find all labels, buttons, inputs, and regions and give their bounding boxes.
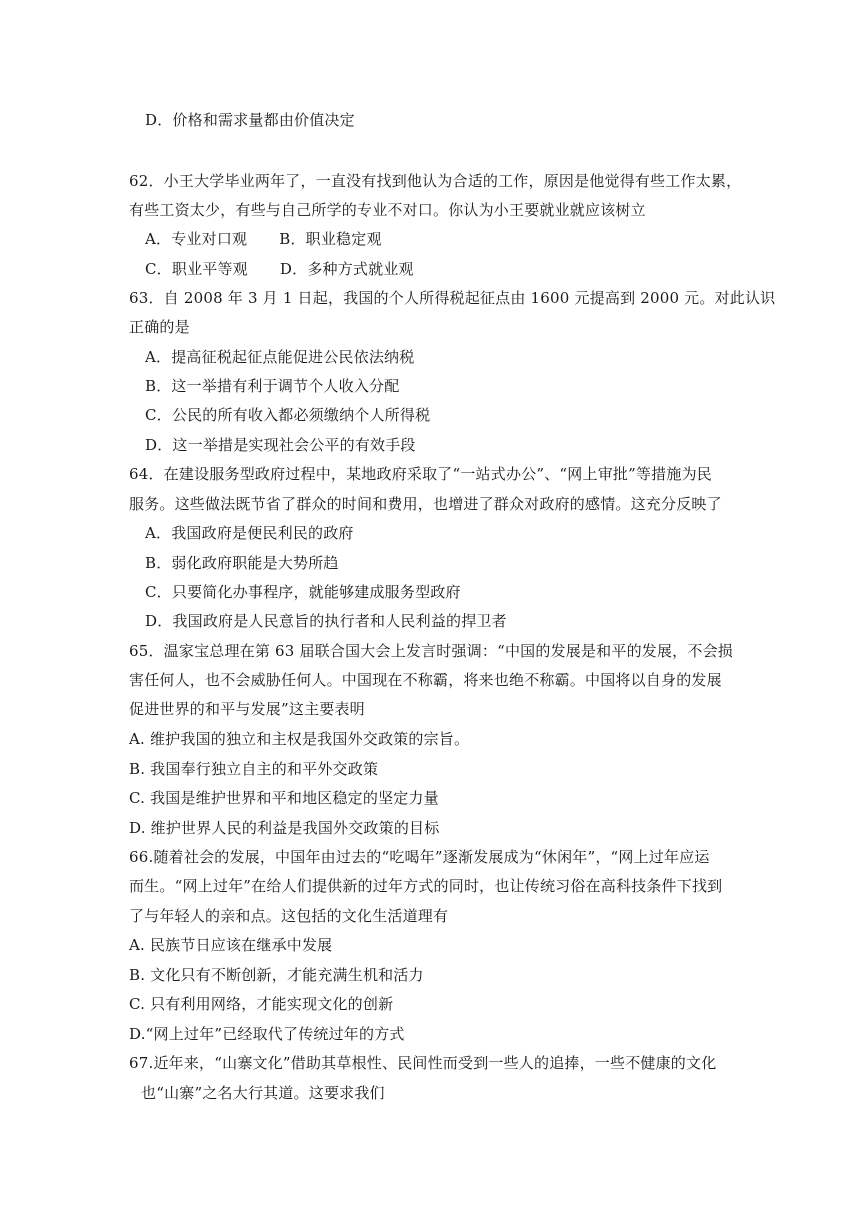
q64-stem-line1: 64．在建设服务型政府过程中，某地政府采取了“一站式办公”、“网上审批”等措施为民 <box>129 465 712 483</box>
q63-option-b: B．这一举措有利于调节个人收入分配 <box>145 377 400 395</box>
q65-option-d: D. 维护世界人民的利益是我国外交政策的目标 <box>129 819 440 837</box>
q64-stem-line2: 服务。这些做法既节省了群众的时间和费用，也增进了群众对政府的感情。这充分反映了 <box>129 495 722 513</box>
q62-stem-line2: 有些工资太少，有些与自己所学的专业不对口。你认为小王要就业就应该树立 <box>129 201 646 219</box>
q64-option-c: C．只要简化办事程序，就能够建成服务型政府 <box>145 583 461 601</box>
q66-option-a: A. 民族节日应该在继承中发展 <box>129 936 333 954</box>
q62-options-row1 <box>145 229 382 249</box>
q65-stem-line2: 害任何人，也不会威胁任何人。中国现在不称霸，将来也绝不称霸。中国将以自身的发展 <box>129 671 722 689</box>
q65-option-b: B. 我国奉行独立自主的和平外交政策 <box>129 760 379 778</box>
q65-stem-line3: 促进世界的和平与发展”这主要表明 <box>129 700 365 718</box>
q66-stem-line1: 66.随着社会的发展，中国年由过去的“吃喝年”逐渐发展成为“休闲年”，“网上过年应运 <box>129 848 710 866</box>
q62-option-b: B．职业稳定观 <box>279 230 382 248</box>
q66-stem-line3: 了与年轻人的亲和点。这包括的文化生活道理有 <box>129 907 449 925</box>
q65-option-c: C. 我国是维护世界和平和地区稳定的坚定力量 <box>129 789 439 807</box>
q64-option-a: A．我国政府是便民利民的政府 <box>145 524 354 542</box>
q63-stem-line1: 63．自 2008 年 3 月 1 日起，我国的个人所得税起征点由 1600 元提高到 2000 元。对此认识 <box>129 289 776 307</box>
q61-option-d: D．价格和需求量都由价值决定 <box>145 111 355 129</box>
q66-stem-line2: 而生。“网上过年”在给人们提供新的过年方式的同时，也让传统习俗在高科技条件下找到 <box>129 877 723 895</box>
q62-option-c: C．职业平等观 <box>145 260 248 278</box>
q63-option-d: D．这一举措是实现社会公平的有效手段 <box>145 436 416 454</box>
q67-stem-line1: 67.近年来，“山寨文化”借助其草根性、民间性而受到一些人的追捧，一些不健康的文化 <box>129 1054 717 1072</box>
q63-option-c: C．公民的所有收入都必须缴纳个人所得税 <box>145 406 431 424</box>
q62-option-d: D．多种方式就业观 <box>279 260 414 278</box>
q63-option-a: A．提高征税起征点能促进公民依法纳税 <box>145 348 415 366</box>
q65-stem-line1: 65．温家宝总理在第 63 届联合国大会上发言时强调：“中国的发展是和平的发展，不会损 <box>129 642 733 660</box>
q66-option-b: B. 文化只有不断创新，才能充满生机和活力 <box>129 966 424 984</box>
q62-options-row2 <box>145 259 414 279</box>
q64-option-b: B．弱化政府职能是大势所趋 <box>145 554 339 572</box>
q66-option-d: D.“网上过年”已经取代了传统过年的方式 <box>129 1025 405 1043</box>
q62-option-a: A．专业对口观 <box>145 230 248 248</box>
q66-option-c: C. 只有利用网络，才能实现文化的创新 <box>129 995 394 1013</box>
q65-option-a: A. 维护我国的独立和主权是我国外交政策的宗旨。 <box>129 730 470 748</box>
q64-option-d: D．我国政府是人民意旨的执行者和人民利益的捍卫者 <box>145 612 507 630</box>
q62-stem-line1: 62．小王大学毕业两年了，一直没有找到他认为合适的工作，原因是他觉得有些工作太累， <box>129 172 742 190</box>
q63-stem-line2: 正确的是 <box>129 318 190 336</box>
q67-stem-line2: 也“山寨”之名大行其道。这要求我们 <box>141 1084 385 1102</box>
